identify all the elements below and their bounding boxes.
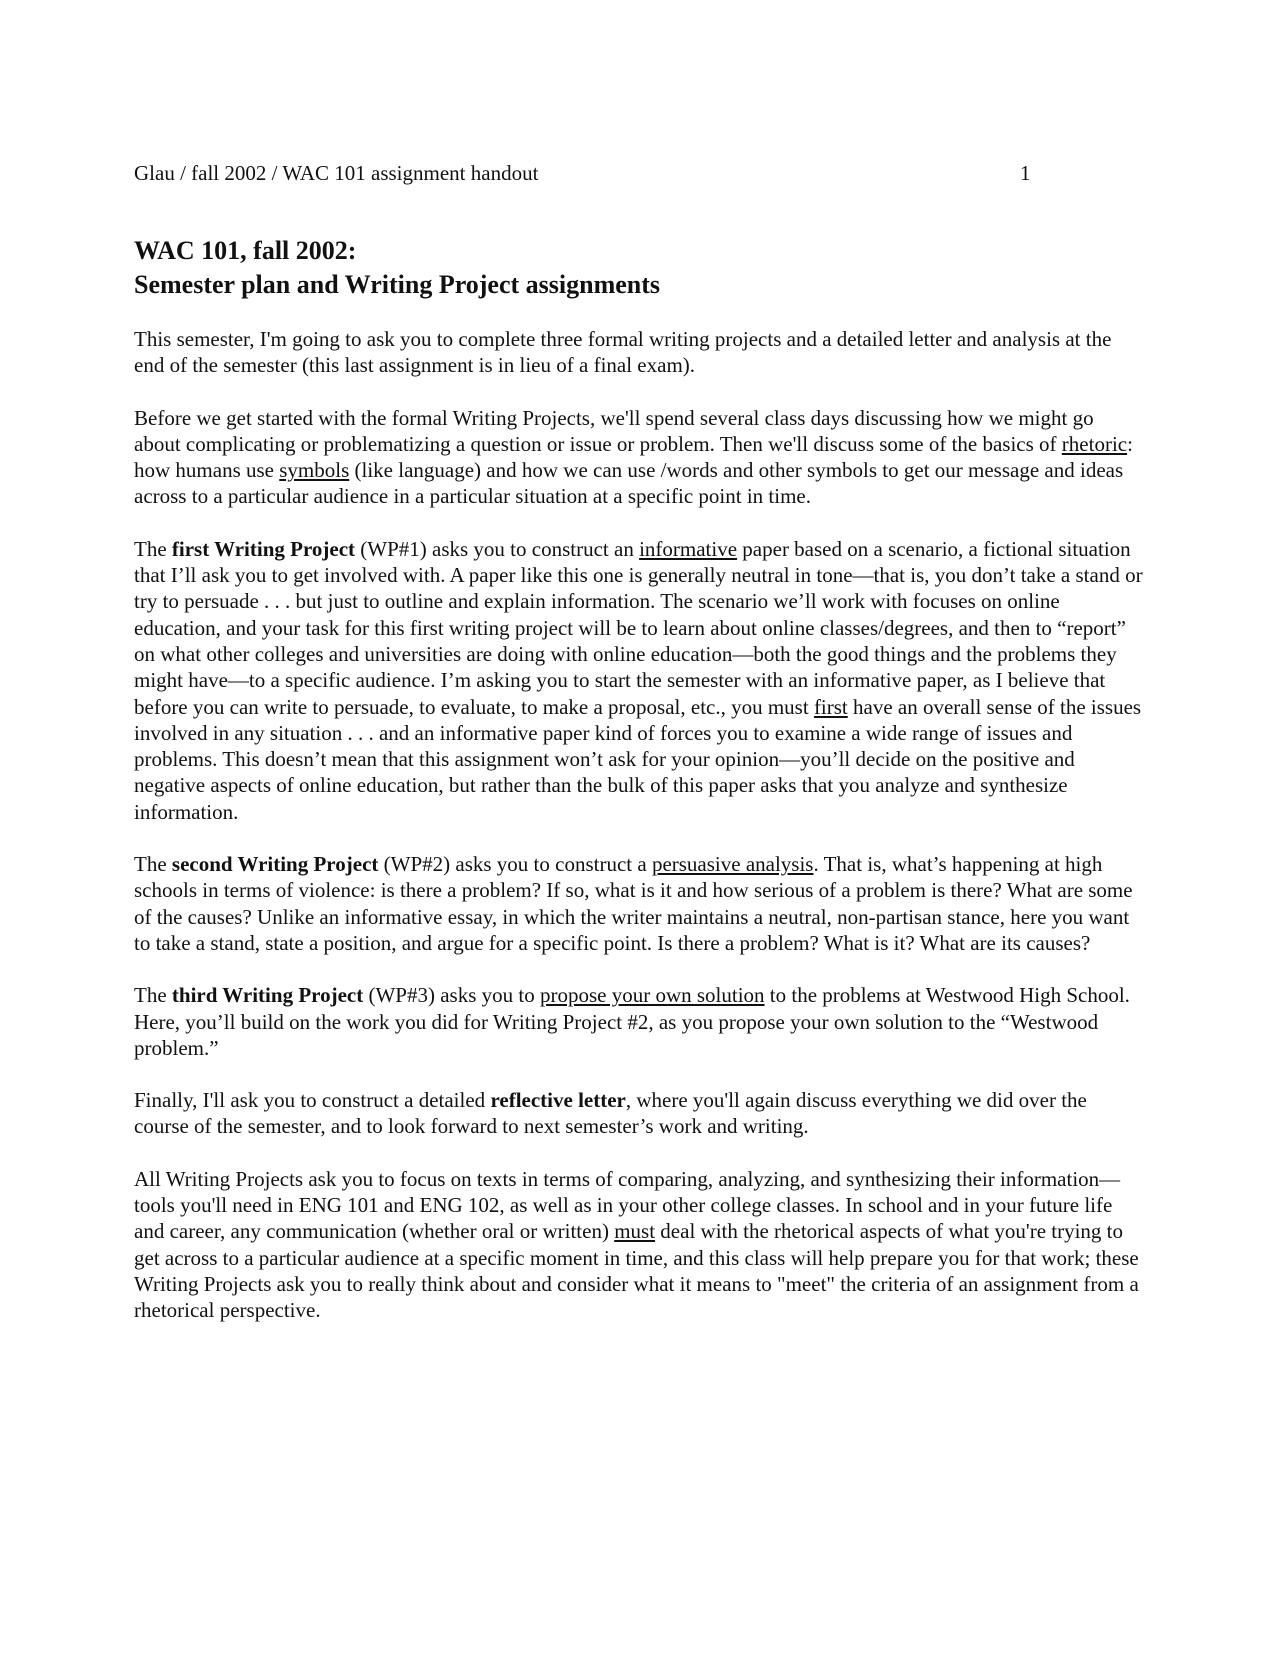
paragraph-text: Finally, I'll ask you to construct a detailed bbox=[134, 1088, 491, 1113]
bold-term-first-writing-project: first Writing Project bbox=[171, 536, 356, 561]
paragraph-rhetoric bbox=[134, 405, 1144, 510]
document-title bbox=[134, 234, 1134, 302]
paragraph-reflective-letter bbox=[134, 1087, 1144, 1140]
paragraph-text: (WP#1) asks you to construct an bbox=[355, 536, 640, 561]
underlined-term-symbols: symbols bbox=[279, 458, 350, 483]
paragraph-text: The bbox=[134, 852, 172, 877]
page-number: 1 bbox=[1020, 161, 1031, 185]
paragraph-text: Before we get started with the formal Writing Projects, we'll spend several class days discussing how we might go about complicating or problematizing a question or issue or problem. Then we'll discuss some of the basics of bbox=[134, 405, 1094, 456]
paragraph-text: This semester, I'm going to ask you to complete three formal writing projects and a detailed letter and analysis at the end of the semester (this last assignment is in lieu of a final exam). bbox=[134, 327, 1112, 378]
title-line-1: WAC 101, fall 2002: bbox=[134, 236, 357, 265]
running-header: Glau / fall 2002 / WAC 101 assignment handout bbox=[134, 161, 539, 185]
paragraph-text: , where you'll again discuss everything we did over the course of the semester, and to look forward to next semester’s work and writing. bbox=[134, 1088, 1087, 1139]
bold-term-second-writing-project: second Writing Project bbox=[171, 852, 379, 877]
paragraph-text: deal with the rhetorical aspects of what you're trying to get across to a particular audience at a specific moment in time, and this class will help prepare you for that work; these Writing Projects ask you to really think about and consider what it means to "meet" the criteria of an assignment from a rhetorical perspective. bbox=[134, 1219, 1139, 1323]
paragraph-text: All Writing Projects ask you to focus on texts in terms of comparing, analyzing, and synthesizing their information—tools you'll need in ENG 101 and ENG 102, as well as in your other college classes. In school and in your future life and career, any communication (whether oral or written) bbox=[134, 1166, 1121, 1244]
bold-term-third-writing-project: third Writing Project bbox=[171, 983, 364, 1008]
underlined-term-must: must bbox=[614, 1219, 656, 1244]
paragraph-text: (like language) and how we can use /words and other symbols to get our message and ideas across to a particular audience in a particular situation at a specific point in time. bbox=[134, 458, 1124, 509]
underlined-term-first: first bbox=[813, 694, 848, 719]
paragraph-text: have an overall sense of the issues involved in any situation . . . and an informative paper kind of forces you to examine a wide range of issues and problems. This doesn’t mean that this assignment won’t ask for your opinion—you’ll decide on the positive and negative aspects of online education, but rather than the bulk of this paper asks that you analyze and synthesize information. bbox=[134, 694, 1142, 824]
paragraph-text: (WP#3) asks you to bbox=[363, 983, 540, 1008]
paragraph-conclusion bbox=[134, 1166, 1144, 1324]
paragraph-text: (WP#2) asks you to construct a bbox=[378, 852, 652, 877]
underlined-term-rhetoric: rhetoric bbox=[1061, 431, 1128, 456]
bold-term-reflective-letter: reflective letter bbox=[490, 1088, 626, 1113]
document-body bbox=[134, 326, 1144, 1350]
underlined-term-informative: informative bbox=[639, 536, 738, 561]
underlined-term-propose-solution: propose your own solution bbox=[539, 983, 765, 1008]
paragraph-text: to the problems at Westwood High School. Here, you’ll build on the work you did for Writing Project #2, as you propose your own solution to the “Westwood problem.” bbox=[134, 983, 1130, 1060]
title-line-2: Semester plan and Writing Project assignments bbox=[134, 270, 661, 299]
paragraph-text: The bbox=[134, 536, 172, 561]
paragraph-wp3 bbox=[134, 982, 1144, 1061]
paragraph-text: . That is, what’s happening at high schools in terms of violence: is there a problem? If so, what is it and how serious of a problem is there? What are some of the causes? Unlike an informative essay, in which the writer maintains a neutral, non-partisan stance, here you want to take a stand, state a position, and argue for a specific point. Is there a problem? What is it? What are its causes? bbox=[134, 852, 1133, 955]
paragraph-wp1 bbox=[134, 536, 1144, 825]
paragraph-wp2 bbox=[134, 851, 1144, 956]
paragraph-intro bbox=[134, 326, 1144, 379]
underlined-term-persuasive-analysis: persuasive analysis bbox=[651, 852, 814, 877]
paragraph-text: : how humans use bbox=[134, 431, 1133, 483]
paragraph-text: The bbox=[134, 983, 172, 1008]
paragraph-text: paper based on a scenario, a fictional situation that I’ll ask you to get involved with. A paper like this one is generally neutral in tone—that is, you don’t take a stand or try to persuade . . . but just to outline and explain information. The scenario we’ll work with focuses on online education, and your task for this first writing project will be to learn about online classes/degrees, and then to “report” on what other colleges and universities are doing with online education—both the good things and the problems they might have—to a specific audience. I’m asking you to start the semester with an informative paper, as I believe that before you can write to persuade, to evaluate, to make a proposal, etc., you must bbox=[134, 536, 1143, 719]
